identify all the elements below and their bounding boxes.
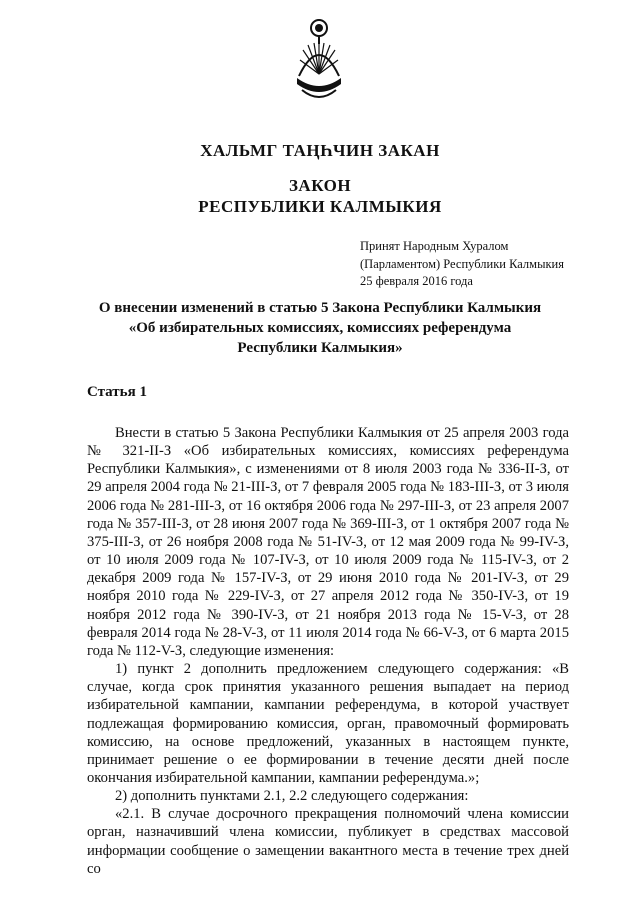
republic-label: РЕСПУБЛИКИ КАЛМЫКИЯ: [198, 197, 442, 216]
adoption-line-1: Принят Народным Хуралом: [360, 239, 509, 253]
adoption-line-2: (Парламентом) Республики Калмыкия: [360, 256, 564, 271]
kalmyk-title: ХАЛЬМГ ТАҢҺЧИН ЗАКАН: [200, 141, 440, 160]
article-heading: Статья 1: [87, 384, 147, 400]
article-body: [87, 424, 569, 878]
law-title-line-1: О внесении изменений в статью 5 Закона Республики Калмыкия: [98, 300, 542, 316]
law-title-line-3: Республики Калмыкия»: [237, 340, 403, 356]
adoption-date: 25 февраля 2016 года: [360, 274, 473, 288]
adoption-note: [360, 238, 564, 291]
paragraph-item-2: 2) дополнить пунктами 2.1, 2.2 следующего содержания:: [115, 788, 469, 805]
emblem-of-kalmykia: [294, 16, 344, 106]
law-label: ЗАКОН: [288, 176, 352, 195]
paragraph-2-1: «2.1. В случае досрочного прекращения полномочий члена комиссии орган, назначивший члена комиссии, публикует в средствах массовой информации сообщение о замещении вакантного места в течение трех дней со: [87, 806, 569, 877]
paragraph-item-1: 1) пункт 2 дополнить предложением следующего содержания: «В случае, когда срок принятия указанного решения выпадает на период избирательной кампании, кампании референдума, в которой участвует подлежащая формированию комиссия, орган, правомочный формировать комиссию, на основе предложений, указанных в настоящем пункте, принимает решение о ее формировании в течение десяти дней после окончания избирательной кампании, кампании референдума.»;: [87, 661, 569, 786]
paragraph-intro: Внести в статью 5 Закона Республики Калмыкия от 25 апреля 2003 года № 321-II-З «Об избирательных комиссиях, комиссиях референдума Республики Калмыкия», с изменениями от 8 июля 2003 года № 336-II-З, от 29 апреля 2004 года № 21-III-З, от 7 февраля 2005 года № 183-III-З, от 3 июля 2006 года № 281-III-З, от 16 октября 2006 года № 297-III-З, от 23 апреля 2007 года № 357-III-З, от 28 июня 2007 года № 369-III-З, от 1 октября 2007 года № 375-III-З, от 26 ноября 2008 года № 51-IV-З, от 12 мая 2009 года № 99-IV-З, от 10 июля 2009 года № 107-IV-З, от 10 июля 2009 года № 115-IV-З, от 2 декабря 2009 года № 157-IV-З, от 29 июня 2010 года № 201-IV-З, от 29 ноября 2010 года № 229-IV-З, от 27 апреля 2012 года № 350-IV-З, от 19 ноября 2012 года № 390-IV-З, от 21 ноября 2013 года № 15-V-З, от 28 февраля 2014 года № 28-V-З, от 11 июля 2014 года № 66-V-З, от 6 марта 2015 года № 112-V-З, следующие изменения:: [87, 425, 569, 659]
law-title-line-2: «Об избирательных комиссиях, комиссиях референдума: [128, 320, 512, 336]
law-title: [0, 298, 640, 358]
